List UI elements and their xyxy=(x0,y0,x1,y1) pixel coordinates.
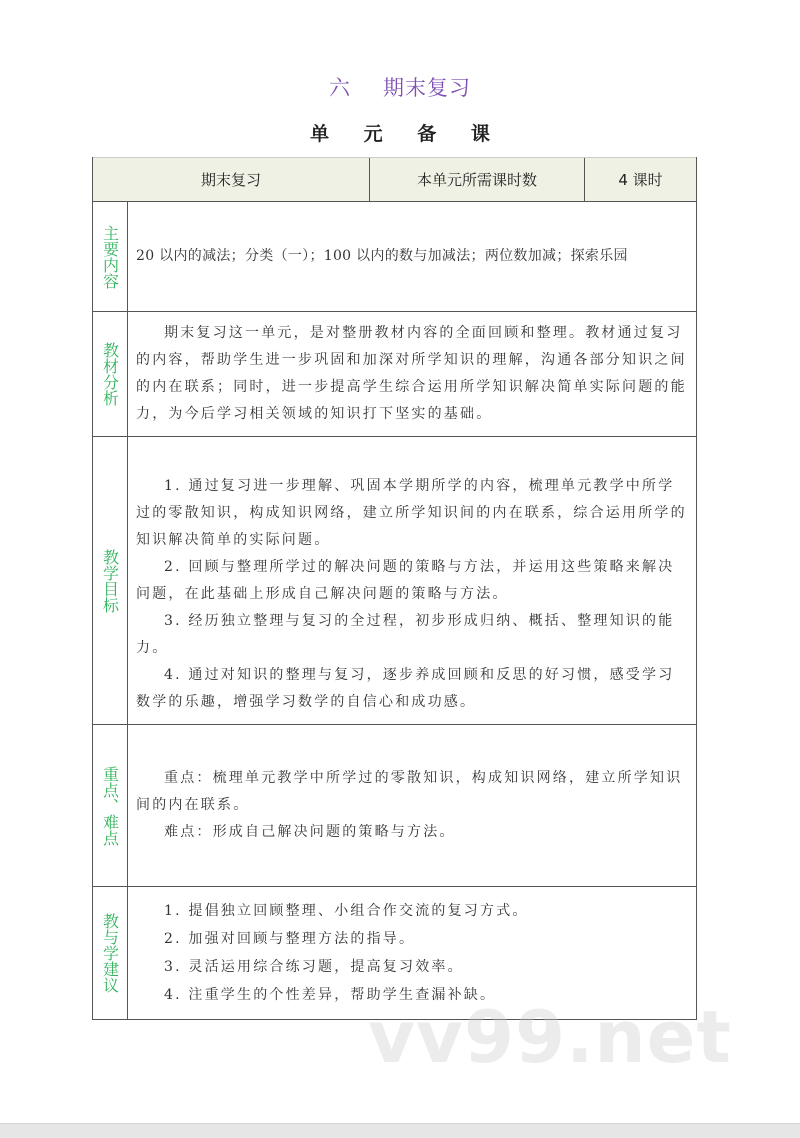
table-header-row xyxy=(93,157,696,202)
row-label: 教与学建议 xyxy=(93,887,128,1019)
paragraph: 3. 经历独立整理与复习的全过程，初步形成归纳、概括、整理知识的能力。 xyxy=(136,613,675,656)
row-key-difficult-points xyxy=(93,725,696,887)
row-content xyxy=(128,437,696,724)
hours-value-cell: 4 课时 xyxy=(584,158,696,201)
chapter-number: 六 xyxy=(329,76,351,100)
paragraph: 4. 通过对知识的整理与复习，逐步养成回顾和反思的好习惯，感受学习数学的乐趣，增强学习数学的自信心和成功感。 xyxy=(136,667,675,710)
paragraph: 2. 加强对回顾与整理方法的指导。 xyxy=(164,931,416,947)
chapter-name: 期末复习 xyxy=(383,76,471,100)
unit-plan-table xyxy=(92,157,697,1020)
paragraph: 2. 回顾与整理所学过的解决问题的策略与方法，并运用这些策略来解决问题，在此基础上形成自己解决问题的策略与方法。 xyxy=(136,559,675,602)
paragraph: 3. 灵活运用综合练习题，提高复习效率。 xyxy=(164,959,464,975)
row-main-content xyxy=(93,202,696,312)
row-material-analysis xyxy=(93,312,696,437)
paragraph: 1. 通过复习进一步理解、巩固本学期所学的内容，梳理单元教学中所学过的零散知识，构成知识网络，建立所学知识间的内在联系，综合运用所学的知识解决简单的实际问题。 xyxy=(136,478,687,548)
row-content xyxy=(128,312,696,436)
paragraph: 重点：梳理单元教学中所学过的零散知识，构成知识网络，建立所学知识间的内在联系。 xyxy=(136,770,683,813)
paragraph: 20 以内的减法；分类（一）；100 以内的数与加减法；两位数加减；探索乐园 xyxy=(136,248,628,264)
paragraph: 难点：形成自己解决问题的策略与方法。 xyxy=(164,824,456,840)
watermark: vv99.net xyxy=(368,995,732,1079)
row-label: 主要内容 xyxy=(93,202,128,311)
page-subtitle: 单 元 备 课 xyxy=(310,123,504,145)
row-label: 教材分析 xyxy=(93,312,128,436)
row-content xyxy=(128,202,696,311)
paragraph: 4. 注重学生的个性差异，帮助学生查漏补缺。 xyxy=(164,987,497,1003)
paragraph: 1. 提倡独立回顾整理、小组合作交流的复习方式。 xyxy=(164,903,529,919)
paragraph: 期末复习这一单元，是对整册教材内容的全面回顾和整理。教材通过复习的内容，帮助学生进一步巩固和加深对所学知识的理解，沟通各部分知识之间的内在联系；同时，进一步提高学生综合运用所学知识解决简单实际问题的能力，为今后学习相关领域的知识打下坚实的基础。 xyxy=(136,325,687,422)
unit-name-cell: 期末复习 xyxy=(200,171,261,189)
row-label: 重点、难点 xyxy=(93,725,128,886)
row-teaching-goals xyxy=(93,437,696,725)
hours-label-cell: 本单元所需课时数 xyxy=(369,158,584,201)
row-label: 教学目标 xyxy=(93,437,128,724)
page-bottom-bar xyxy=(0,1123,800,1138)
chapter-title xyxy=(0,72,800,102)
row-content xyxy=(128,725,696,886)
